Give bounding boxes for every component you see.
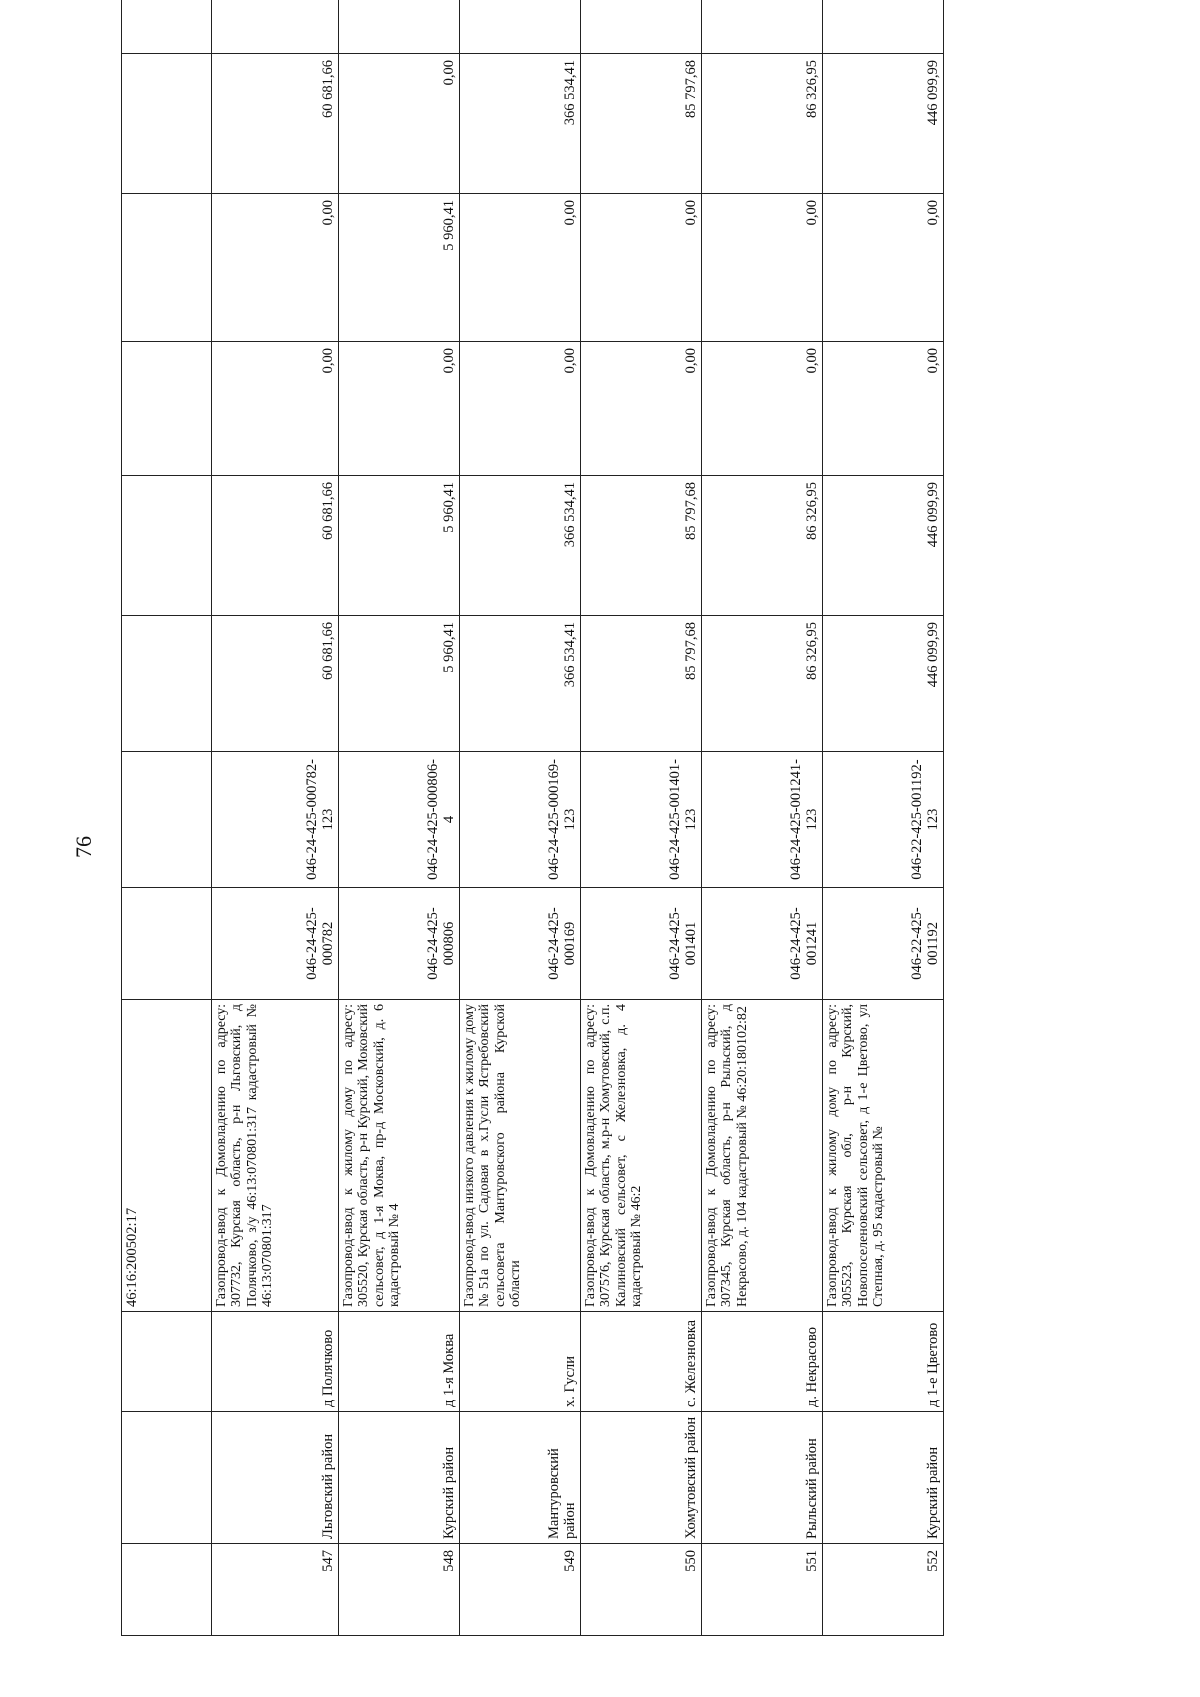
cell-settlement: д Полячково bbox=[212, 1312, 339, 1412]
cell-inventory: 046-24-425-001401 bbox=[581, 888, 702, 1000]
cell-number: 549 bbox=[460, 1544, 581, 1636]
cell-value-3: 0,00 bbox=[581, 342, 702, 476]
cell-registry: 046-24-425-000782-123 bbox=[212, 752, 339, 888]
cell-district: Курский район bbox=[339, 1412, 460, 1544]
cell-description: 46:16:200502:17 bbox=[122, 1000, 212, 1312]
cell-description: Газопровод-ввод низкого давления к жилому дому №51а по ул. Садовая в х.Гусли Ястребовский сельсовета Мантуровского района Курской области bbox=[460, 1000, 581, 1312]
cell-value-2: 85 797,68 bbox=[581, 476, 702, 616]
cell-value-5: 366 534,41 bbox=[460, 54, 581, 194]
cell-settlement: д 1-е Цветово bbox=[823, 1312, 944, 1412]
cell-number: 548 bbox=[339, 1544, 460, 1636]
cell-district: Мантуровский район bbox=[460, 1412, 581, 1544]
cell-district: Курский район bbox=[823, 1412, 944, 1544]
cell-value-5: 86 326,95 bbox=[702, 54, 823, 194]
table-row bbox=[339, 0, 460, 1636]
cell-value-6 bbox=[212, 0, 339, 54]
cell-value-2 bbox=[122, 476, 212, 616]
cell-value-2: 86 326,95 bbox=[702, 476, 823, 616]
cell-value-6 bbox=[460, 0, 581, 54]
cell-value-6 bbox=[339, 0, 460, 54]
cell-value-1: 366 534,41 bbox=[460, 616, 581, 752]
cell-value-3 bbox=[122, 342, 212, 476]
page-number: 76 bbox=[71, 836, 96, 858]
table-row bbox=[581, 0, 702, 1636]
cell-description: Газопровод-ввод к жилому дому по адресу: 305523, Курская обл, р-н Курский, Новопоселеновский сельсовет, д 1-е Цветово, ул Степная, д. 95 кадастровый № bbox=[823, 1000, 944, 1312]
cell-value-4: 0,00 bbox=[823, 194, 944, 342]
cell-inventory: 046-24-425-001241 bbox=[702, 888, 823, 1000]
cell-value-3: 0,00 bbox=[339, 342, 460, 476]
cell-district: Льговский район bbox=[212, 1412, 339, 1544]
cell-value-2: 366 534,41 bbox=[460, 476, 581, 616]
cell-number: 550 bbox=[581, 1544, 702, 1636]
table-row bbox=[823, 0, 944, 1636]
cell-value-4: 0,00 bbox=[581, 194, 702, 342]
cell-description: Газопровод-ввод к Домовладению по адресу: 307345, Курская область, р-н Рыльский, д Некрасово, д. 104 кадастровый № 46:20:180102:82 bbox=[702, 1000, 823, 1312]
cell-registry: 046-24-425-000806-4 bbox=[339, 752, 460, 888]
cell-inventory: 046-24-425-000806 bbox=[339, 888, 460, 1000]
cell-value-1: 5 960,41 bbox=[339, 616, 460, 752]
cell-settlement: д 1-я Моква bbox=[339, 1312, 460, 1412]
cell-district bbox=[122, 1412, 212, 1544]
cell-inventory: 046-22-425-001192 bbox=[823, 888, 944, 1000]
table-row bbox=[702, 0, 823, 1636]
cell-value-4: 0,00 bbox=[460, 194, 581, 342]
cell-registry bbox=[122, 752, 212, 888]
cell-value-3: 0,00 bbox=[212, 342, 339, 476]
cell-registry: 046-24-425-001241-123 bbox=[702, 752, 823, 888]
table-row bbox=[460, 0, 581, 1636]
cell-value-5 bbox=[122, 54, 212, 194]
cell-value-2: 5 960,41 bbox=[339, 476, 460, 616]
cell-value-6 bbox=[581, 0, 702, 54]
cell-district: Хомутовский район bbox=[581, 1412, 702, 1544]
cell-settlement: д. Некрасово bbox=[702, 1312, 823, 1412]
cell-value-5: 0,00 bbox=[339, 54, 460, 194]
cell-registry: 046-24-425-000169-123 bbox=[460, 752, 581, 888]
cell-settlement bbox=[122, 1312, 212, 1412]
cell-number: 547 bbox=[212, 1544, 339, 1636]
cell-inventory: 046-24-425-000169 bbox=[460, 888, 581, 1000]
cell-registry: 046-24-425-001401-123 bbox=[581, 752, 702, 888]
cell-settlement: с. Железновка bbox=[581, 1312, 702, 1412]
cell-inventory: 046-24-425-000782 bbox=[212, 888, 339, 1000]
register-table-container bbox=[121, 60, 947, 1636]
cell-value-5: 60 681,66 bbox=[212, 54, 339, 194]
cell-number: 551 bbox=[702, 1544, 823, 1636]
cell-inventory bbox=[122, 888, 212, 1000]
cell-value-1: 446 099,99 bbox=[823, 616, 944, 752]
cell-value-5: 85 797,68 bbox=[581, 54, 702, 194]
cell-value-6 bbox=[823, 0, 944, 54]
cell-description: Газопровод-ввод к жилому дому по адресу: 305520, Курская область, р-н Курский, Моковский сельсовет, д 1-я Моква, пр-д Московский, д. 6 кадастровый № 4 bbox=[339, 1000, 460, 1312]
cell-value-2: 60 681,66 bbox=[212, 476, 339, 616]
cell-description: Газопровод-ввод к Домовладению по адресу: 307732, Курская область, р-н Льговский, д Полячково, з/у 46:13:070801:317 кадастровый № 46:13:070801:317 bbox=[212, 1000, 339, 1312]
cell-settlement: х. Гусли bbox=[460, 1312, 581, 1412]
cell-value-6 bbox=[702, 0, 823, 54]
cell-value-4: 0,00 bbox=[212, 194, 339, 342]
cell-value-4 bbox=[122, 194, 212, 342]
cell-number: 552 bbox=[823, 1544, 944, 1636]
cell-number bbox=[122, 1544, 212, 1636]
cell-value-1 bbox=[122, 616, 212, 752]
cell-value-5: 446 099,99 bbox=[823, 54, 944, 194]
table-row bbox=[212, 0, 339, 1636]
rotated-table-frame bbox=[121, 60, 947, 1636]
cell-value-6 bbox=[122, 0, 212, 54]
cell-value-3: 0,00 bbox=[823, 342, 944, 476]
cell-registry: 046-22-425-001192-123 bbox=[823, 752, 944, 888]
table-row-carry-over bbox=[122, 0, 212, 1636]
gas-pipeline-register-table bbox=[121, 0, 944, 1636]
cell-value-1: 60 681,66 bbox=[212, 616, 339, 752]
cell-value-1: 85 797,68 bbox=[581, 616, 702, 752]
cell-value-1: 86 326,95 bbox=[702, 616, 823, 752]
cell-description: Газопровод-ввод к Домовладению по адресу: 307576, Курская область, м.р-н Хомутовский, с.п. Калиновский сельсовет, с Железновка, д. 4 кадастровый № 46:2 bbox=[581, 1000, 702, 1312]
cell-value-3: 0,00 bbox=[460, 342, 581, 476]
cell-value-4: 0,00 bbox=[702, 194, 823, 342]
cell-value-4: 5 960,41 bbox=[339, 194, 460, 342]
cell-value-3: 0,00 bbox=[702, 342, 823, 476]
cell-district: Рыльский район bbox=[702, 1412, 823, 1544]
cell-value-2: 446 099,99 bbox=[823, 476, 944, 616]
